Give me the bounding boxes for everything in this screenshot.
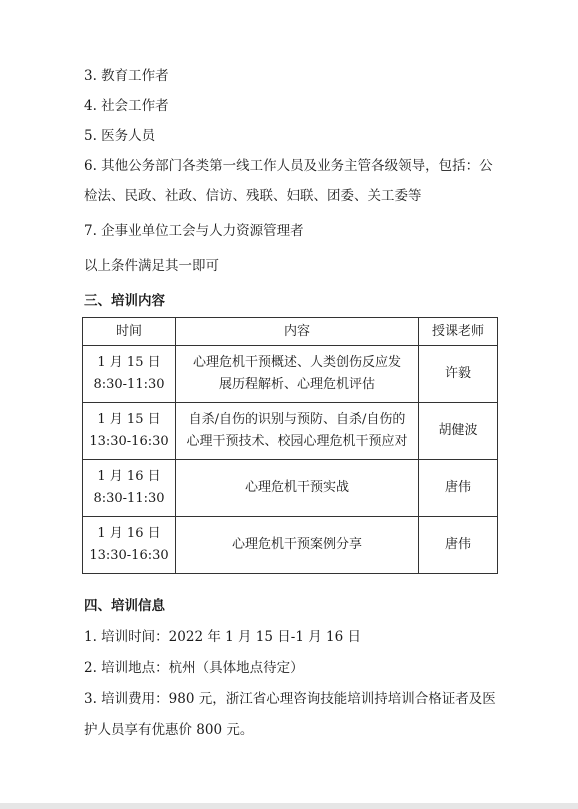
time-text: 8:30-11:30 (93, 491, 165, 506)
teacher-cell: 唐伟 (419, 460, 498, 517)
content-cell (176, 403, 419, 460)
time-text: 13:30-16:30 (89, 434, 169, 449)
time-cell (83, 460, 176, 517)
date-text: 1 月 15 日 (97, 355, 161, 370)
time-text: 8:30-11:30 (93, 377, 165, 392)
content-text: 展历程解析、心理危机评估 (218, 377, 375, 392)
table-header-cell: 内容 (176, 318, 419, 346)
content-cell: 心理危机干预实战 (176, 460, 419, 517)
list-item: 3. 教育工作者 (84, 68, 169, 84)
table-row (83, 460, 498, 517)
info-line: 1. 培训时间：2022 年 1 月 15 日-1 月 16 日 (84, 629, 361, 645)
teacher-cell: 许毅 (419, 346, 498, 403)
content-cell (176, 346, 419, 403)
teacher-cell: 胡健波 (419, 403, 498, 460)
time-text: 13:30-16:30 (89, 548, 169, 563)
time-cell (83, 517, 176, 574)
list-item: 7. 企事业单位工会与人力资源管理者 (84, 223, 304, 239)
info-line-continuation: 护人员享有优惠价 800 元。 (84, 722, 254, 738)
time-cell (83, 403, 176, 460)
content-cell: 心理危机干预案例分享 (176, 517, 419, 574)
condition-note: 以上条件满足其一即可 (84, 258, 219, 274)
time-cell (83, 346, 176, 403)
list-item-continuation: 检法、民政、社政、信访、残联、妇联、团委、关工委等 (84, 188, 422, 204)
date-text: 1 月 16 日 (97, 469, 161, 484)
table-header-row (83, 318, 498, 346)
content-text: 心理危机干预概述、人类创伤反应发 (192, 355, 401, 370)
content-text: 心理干预技术、校园心理危机干预应对 (186, 434, 408, 449)
schedule-table (82, 317, 498, 574)
date-text: 1 月 15 日 (97, 412, 161, 427)
section-heading-training-info: 四、培训信息 (84, 598, 165, 614)
list-item: 4. 社会工作者 (84, 98, 169, 114)
info-line: 2. 培训地点：杭州（具体地点待定） (84, 660, 304, 676)
page-bottom-edge (0, 803, 578, 809)
info-line: 3. 培训费用：980 元，浙江省心理咨询技能培训持培训合格证者及医 (84, 691, 496, 707)
table-row (83, 517, 498, 574)
content-text: 自杀/自伤的识别与预防、自杀/自伤的 (188, 412, 406, 427)
date-text: 1 月 16 日 (97, 526, 161, 541)
table-row (83, 346, 498, 403)
table-row (83, 403, 498, 460)
teacher-cell: 唐伟 (419, 517, 498, 574)
table-header-cell: 授课老师 (419, 318, 498, 346)
table-header-cell: 时间 (83, 318, 176, 346)
list-item: 6. 其他公务部门各类第一线工作人员及业务主管各级领导，包括：公 (84, 158, 493, 174)
list-item: 5. 医务人员 (84, 128, 156, 144)
section-heading-training-content: 三、培训内容 (84, 293, 165, 309)
